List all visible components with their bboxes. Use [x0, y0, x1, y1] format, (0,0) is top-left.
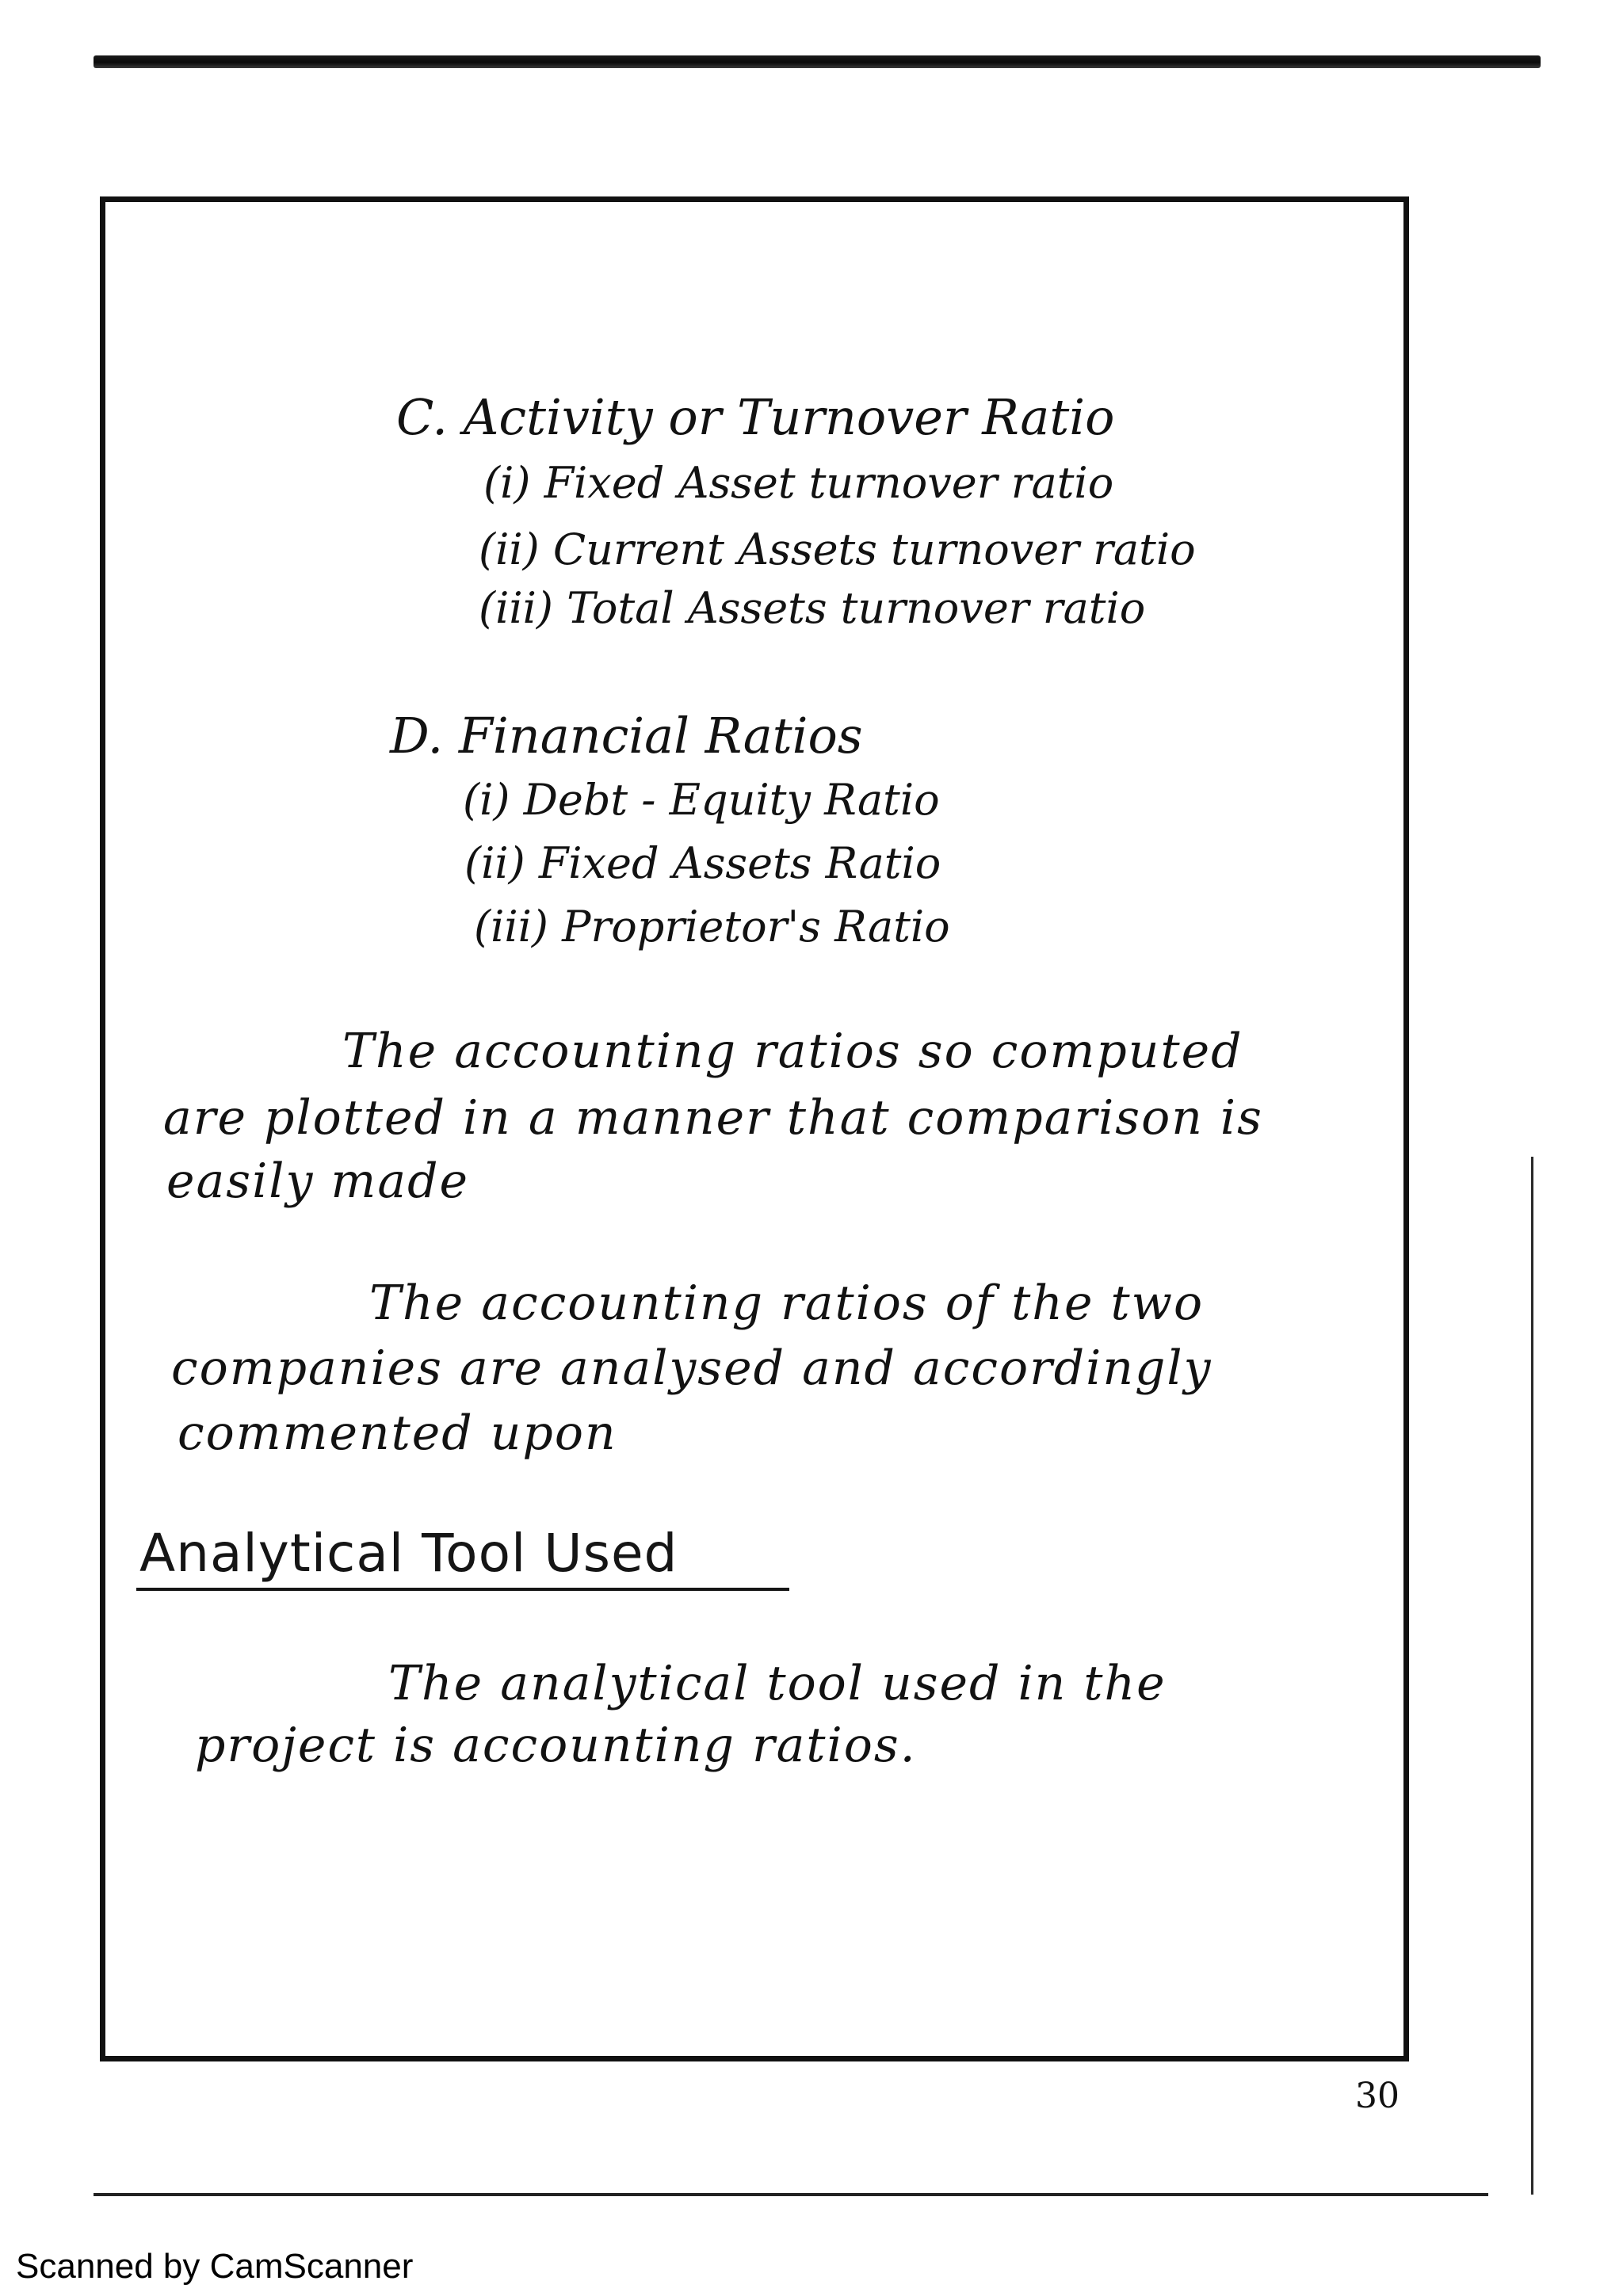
- analytical-tool-line-2: project is accounting ratios.: [195, 1718, 917, 1773]
- section-d-heading: D. Financial Ratios: [390, 707, 863, 765]
- analytical-tool-heading: Analytical Tool Used: [139, 1523, 678, 1584]
- section-c-item-2: (ii) Current Assets turnover ratio: [479, 524, 1196, 574]
- section-c-item-1: (i) Fixed Asset turnover ratio: [483, 458, 1114, 508]
- top-border-rule: [94, 55, 1541, 68]
- paragraph-1-line-3: easily made: [166, 1154, 469, 1209]
- right-margin-line: [1531, 1157, 1533, 2195]
- scanner-watermark: Scanned by CamScanner: [16, 2247, 414, 2286]
- paragraph-2-line-2: companies are analysed and accordingly: [171, 1341, 1212, 1396]
- paragraph-1-line-1: The accounting ratios so computed: [342, 1024, 1243, 1079]
- bottom-border-rule: [94, 2193, 1488, 2196]
- paragraph-2-line-1: The accounting ratios of the two: [369, 1276, 1205, 1331]
- section-d-item-3: (iii) Proprietor's Ratio: [474, 902, 950, 952]
- section-c-heading: C. Activity or Turnover Ratio: [396, 388, 1115, 446]
- heading-underline: [136, 1588, 789, 1591]
- paragraph-1-line-2: are plotted in a manner that comparison is: [163, 1090, 1263, 1146]
- paragraph-2-line-3: commented upon: [178, 1405, 617, 1461]
- section-c-item-3: (iii) Total Assets turnover ratio: [479, 583, 1146, 633]
- page-number: 30: [1355, 2076, 1400, 2116]
- section-d-item-2: (ii) Fixed Assets Ratio: [464, 838, 941, 888]
- section-d-item-1: (i) Debt - Equity Ratio: [463, 775, 940, 825]
- analytical-tool-line-1: The analytical tool used in the: [388, 1656, 1167, 1711]
